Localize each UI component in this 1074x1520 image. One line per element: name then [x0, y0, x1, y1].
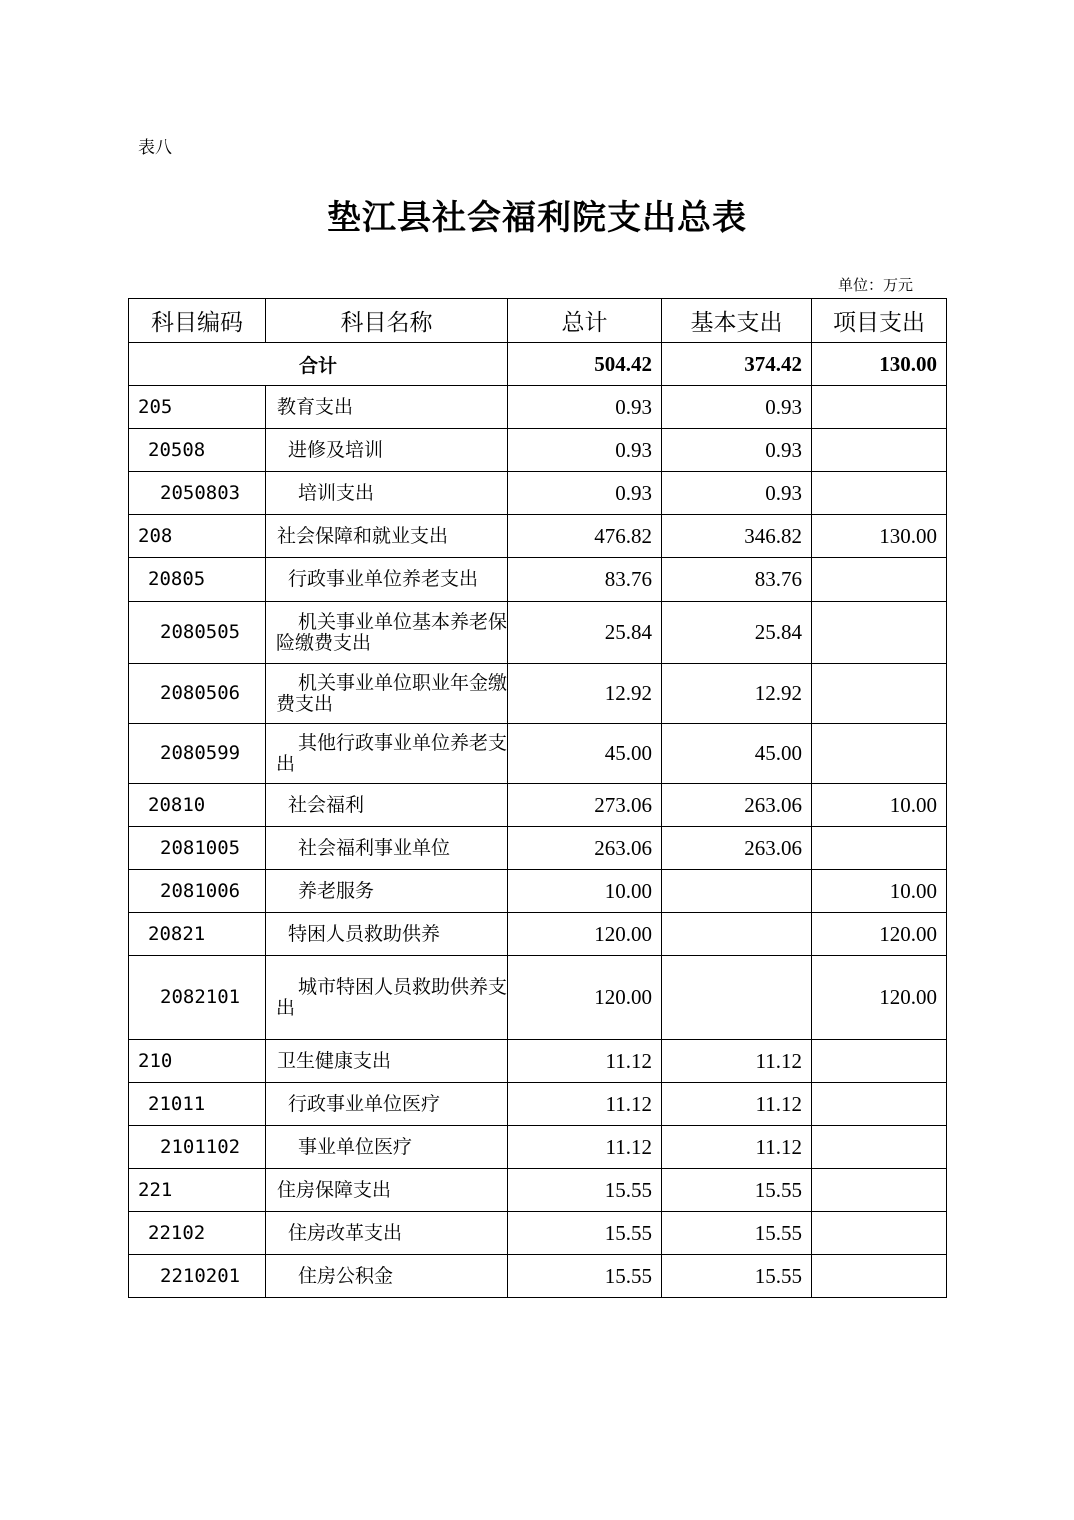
code-cell: 20508 [129, 429, 266, 472]
project-cell [812, 827, 947, 870]
project-cell [812, 1169, 947, 1212]
total-cell: 15.55 [508, 1255, 662, 1298]
table-row [129, 602, 947, 664]
name-cell: 事业单位医疗 [266, 1126, 508, 1169]
basic-cell: 15.55 [662, 1169, 812, 1212]
total-project: 130.00 [812, 343, 947, 386]
basic-cell: 25.84 [662, 602, 812, 664]
name-cell: 特困人员救助供养 [266, 913, 508, 956]
project-cell [812, 1083, 947, 1126]
code-cell: 2050803 [129, 472, 266, 515]
header-project: 项目支出 [812, 299, 947, 343]
table-body [129, 343, 947, 1298]
total-row [129, 343, 947, 386]
project-cell [812, 558, 947, 602]
project-cell: 120.00 [812, 913, 947, 956]
name-cell: 养老服务 [266, 870, 508, 913]
code-cell: 2081006 [129, 870, 266, 913]
basic-cell: 346.82 [662, 515, 812, 558]
table-row [129, 472, 947, 515]
table-row [129, 1126, 947, 1169]
total-cell: 0.93 [508, 472, 662, 515]
name-cell: 其他行政事业单位养老支出 [266, 724, 508, 784]
name-cell: 行政事业单位医疗 [266, 1083, 508, 1126]
project-cell [812, 1126, 947, 1169]
code-cell: 2101102 [129, 1126, 266, 1169]
name-cell: 机关事业单位职业年金缴费支出 [266, 664, 508, 724]
total-cell: 15.55 [508, 1169, 662, 1212]
basic-cell [662, 870, 812, 913]
table-row [129, 1255, 947, 1298]
basic-cell: 0.93 [662, 386, 812, 429]
code-cell: 20821 [129, 913, 266, 956]
header-row [129, 299, 947, 343]
basic-cell: 11.12 [662, 1040, 812, 1083]
total-cell: 15.55 [508, 1212, 662, 1255]
total-cell: 120.00 [508, 956, 662, 1040]
code-cell: 22102 [129, 1212, 266, 1255]
basic-cell: 11.12 [662, 1083, 812, 1126]
total-cell: 11.12 [508, 1040, 662, 1083]
project-cell [812, 429, 947, 472]
basic-cell: 45.00 [662, 724, 812, 784]
code-cell: 2080506 [129, 664, 266, 724]
page-title: 垫江县社会福利院支出总表 [327, 198, 747, 238]
code-cell: 205 [129, 386, 266, 429]
name-cell: 社会保障和就业支出 [266, 515, 508, 558]
basic-cell [662, 913, 812, 956]
expenditure-table [128, 298, 947, 1298]
name-cell: 进修及培训 [266, 429, 508, 472]
total-cell: 25.84 [508, 602, 662, 664]
name-cell: 机关事业单位基本养老保险缴费支出 [266, 602, 508, 664]
project-cell: 120.00 [812, 956, 947, 1040]
basic-cell: 263.06 [662, 827, 812, 870]
table-row [129, 784, 947, 827]
code-cell: 2081005 [129, 827, 266, 870]
total-cell: 0.93 [508, 386, 662, 429]
table-row [129, 664, 947, 724]
table-row [129, 515, 947, 558]
table-row [129, 1083, 947, 1126]
basic-cell: 263.06 [662, 784, 812, 827]
table-row [129, 956, 947, 1040]
table-row [129, 558, 947, 602]
name-cell: 城市特困人员救助供养支出 [266, 956, 508, 1040]
project-cell [812, 664, 947, 724]
project-cell [812, 1255, 947, 1298]
document-label: 表八 [138, 138, 172, 158]
total-cell: 83.76 [508, 558, 662, 602]
table-row [129, 429, 947, 472]
name-cell: 卫生健康支出 [266, 1040, 508, 1083]
name-cell: 教育支出 [266, 386, 508, 429]
code-cell: 221 [129, 1169, 266, 1212]
name-cell: 住房保障支出 [266, 1169, 508, 1212]
basic-cell: 11.12 [662, 1126, 812, 1169]
total-cell: 11.12 [508, 1083, 662, 1126]
total-cell: 10.00 [508, 870, 662, 913]
table-row [129, 1169, 947, 1212]
basic-cell: 0.93 [662, 429, 812, 472]
total-label: 合计 [129, 343, 508, 386]
project-cell [812, 386, 947, 429]
name-cell: 培训支出 [266, 472, 508, 515]
table-row [129, 827, 947, 870]
header-basic: 基本支出 [662, 299, 812, 343]
code-cell: 210 [129, 1040, 266, 1083]
project-cell [812, 1040, 947, 1083]
code-cell: 2080505 [129, 602, 266, 664]
header-total: 总计 [508, 299, 662, 343]
code-cell: 2082101 [129, 956, 266, 1040]
basic-cell: 15.55 [662, 1212, 812, 1255]
total-sum: 504.42 [508, 343, 662, 386]
table-row [129, 724, 947, 784]
project-cell: 10.00 [812, 870, 947, 913]
project-cell [812, 1212, 947, 1255]
code-cell: 2210201 [129, 1255, 266, 1298]
name-cell: 社会福利事业单位 [266, 827, 508, 870]
total-cell: 476.82 [508, 515, 662, 558]
table-row [129, 913, 947, 956]
table-row [129, 1212, 947, 1255]
code-cell: 20805 [129, 558, 266, 602]
project-cell: 10.00 [812, 784, 947, 827]
name-cell: 住房公积金 [266, 1255, 508, 1298]
project-cell [812, 472, 947, 515]
name-cell: 行政事业单位养老支出 [266, 558, 508, 602]
basic-cell: 12.92 [662, 664, 812, 724]
header-code: 科目编码 [129, 299, 266, 343]
code-cell: 208 [129, 515, 266, 558]
unit-label: 单位：万元 [838, 276, 914, 294]
table-row [129, 1040, 947, 1083]
header-name: 科目名称 [266, 299, 508, 343]
total-cell: 0.93 [508, 429, 662, 472]
project-cell [812, 724, 947, 784]
total-cell: 120.00 [508, 913, 662, 956]
code-cell: 20810 [129, 784, 266, 827]
total-cell: 273.06 [508, 784, 662, 827]
total-cell: 11.12 [508, 1126, 662, 1169]
basic-cell: 0.93 [662, 472, 812, 515]
code-cell: 2080599 [129, 724, 266, 784]
total-cell: 263.06 [508, 827, 662, 870]
table-row [129, 386, 947, 429]
basic-cell: 83.76 [662, 558, 812, 602]
total-basic: 374.42 [662, 343, 812, 386]
name-cell: 社会福利 [266, 784, 508, 827]
code-cell: 21011 [129, 1083, 266, 1126]
basic-cell: 15.55 [662, 1255, 812, 1298]
total-cell: 45.00 [508, 724, 662, 784]
total-cell: 12.92 [508, 664, 662, 724]
project-cell [812, 602, 947, 664]
project-cell: 130.00 [812, 515, 947, 558]
table-row [129, 870, 947, 913]
name-cell: 住房改革支出 [266, 1212, 508, 1255]
basic-cell [662, 956, 812, 1040]
